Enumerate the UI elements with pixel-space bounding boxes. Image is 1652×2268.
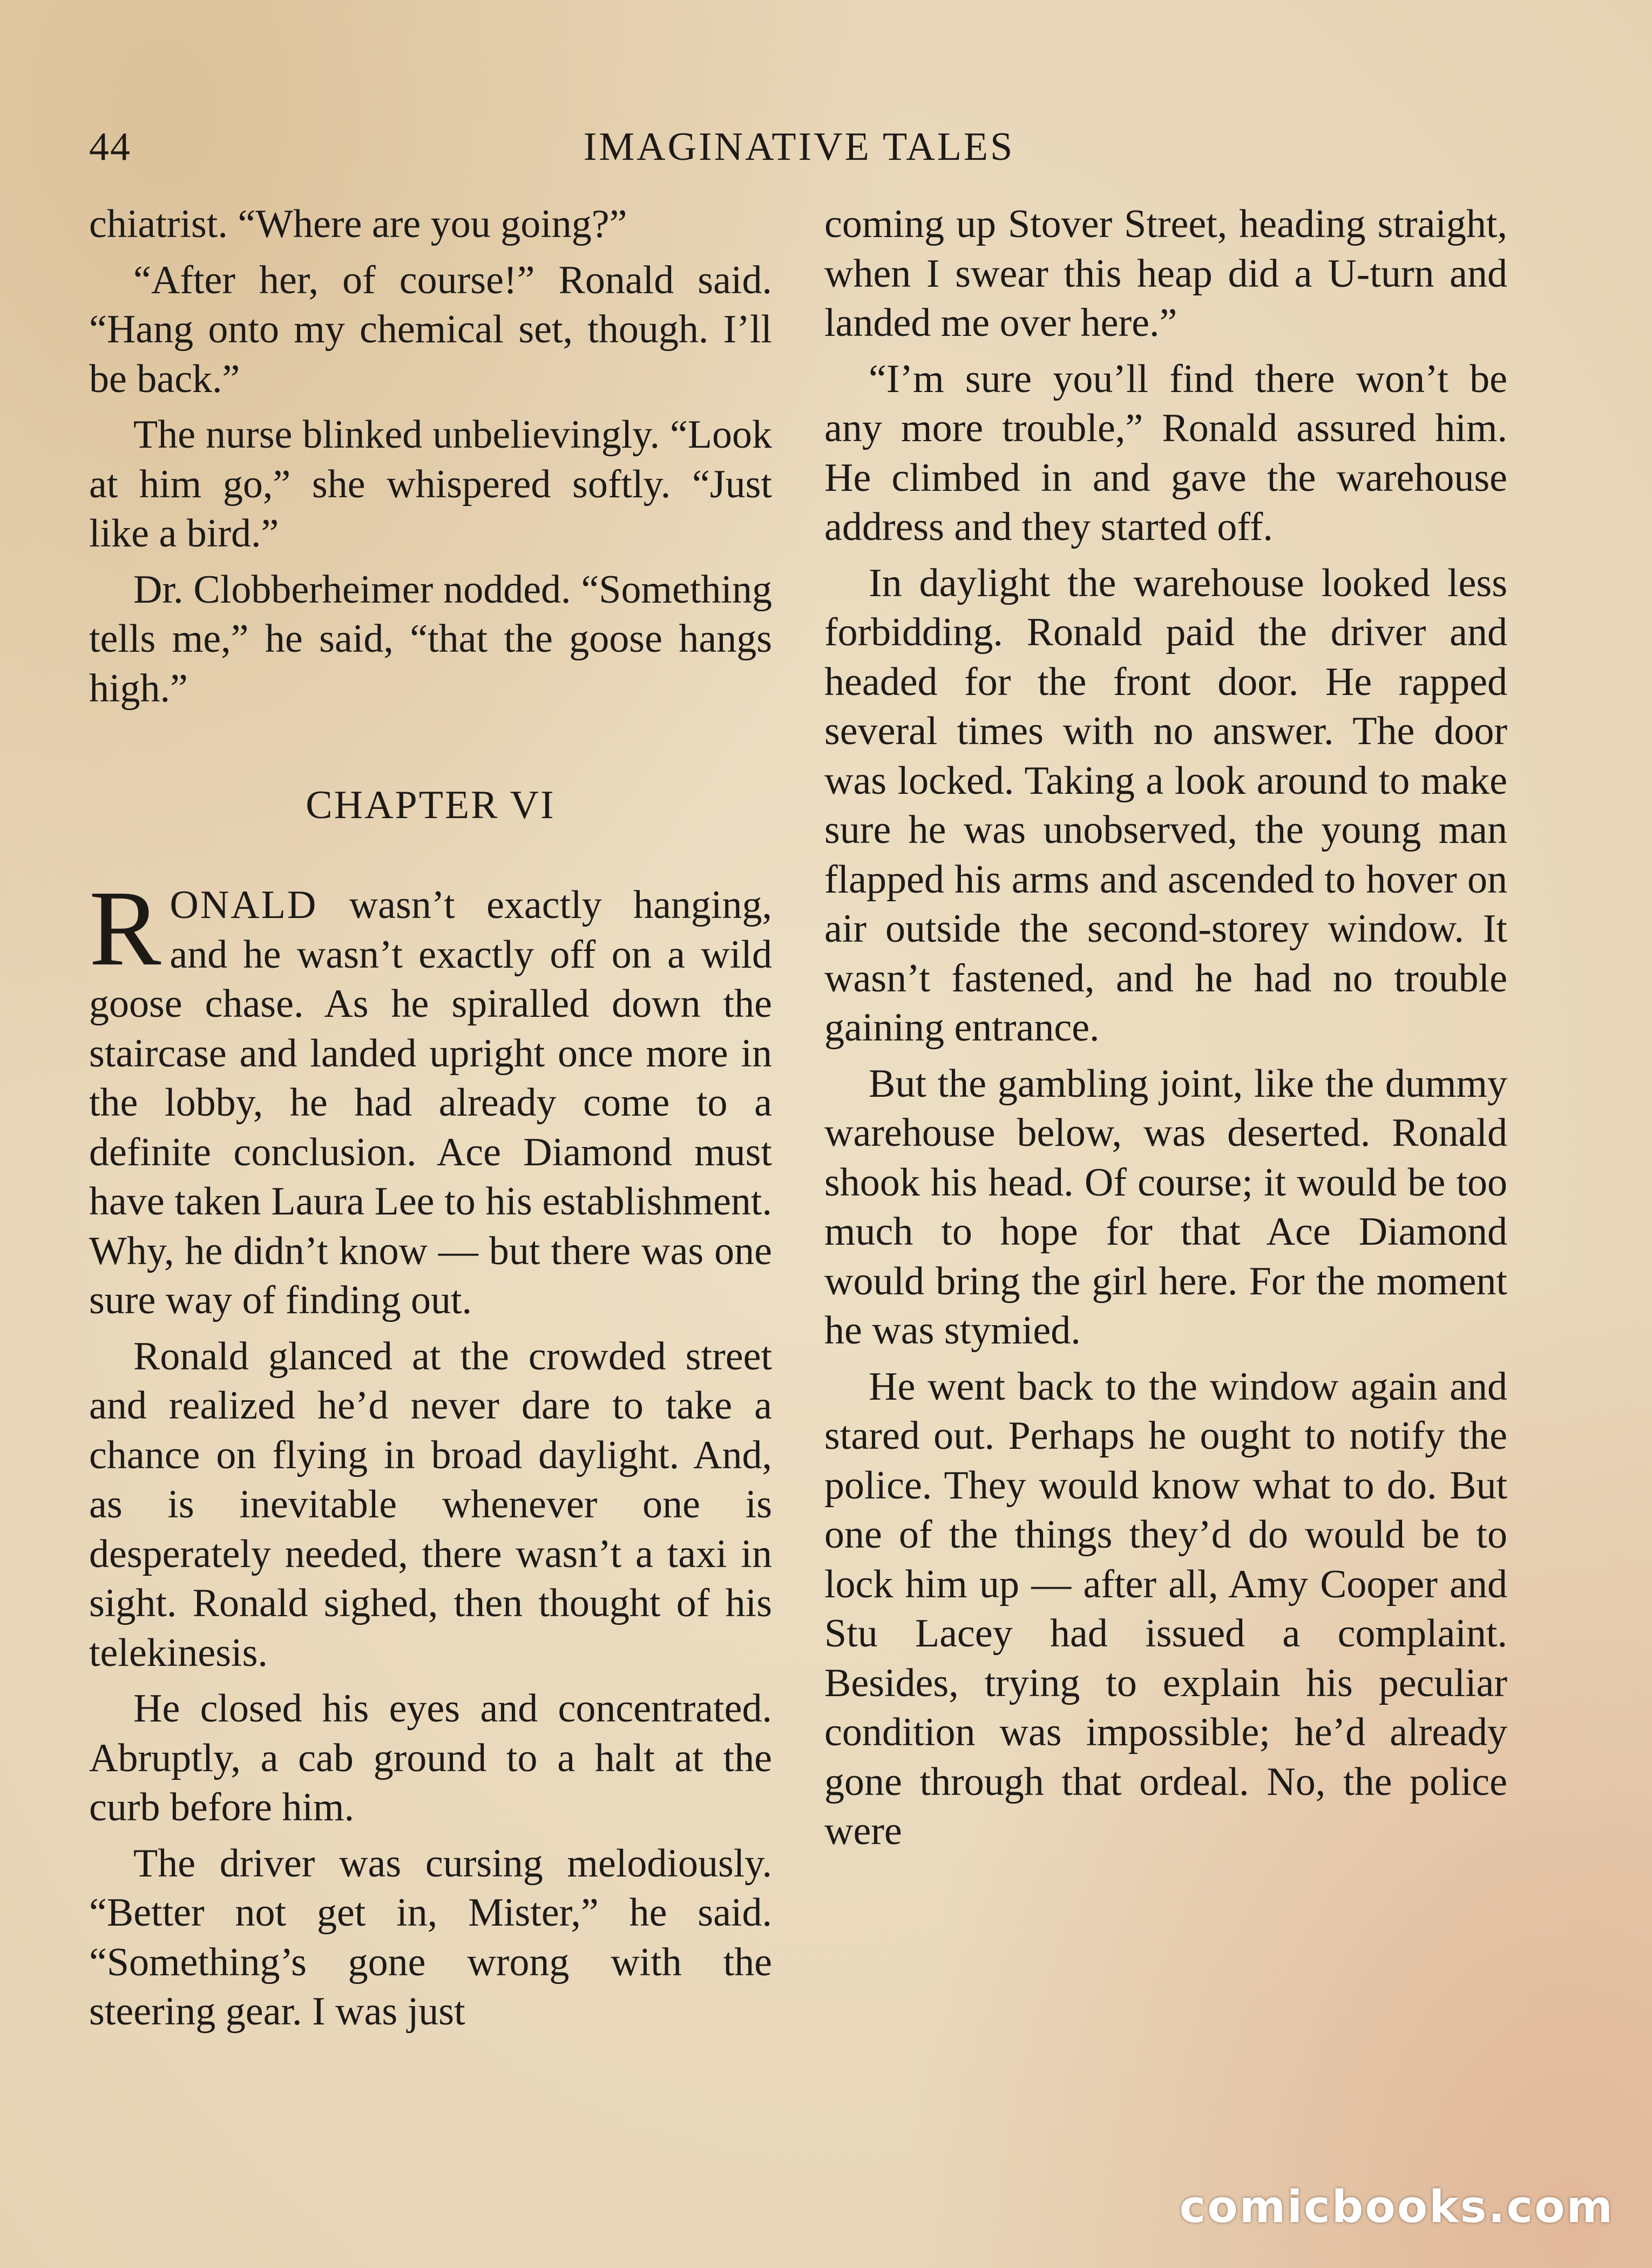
drop-cap: R [89, 869, 161, 988]
paragraph: But the gambling joint, like the dummy warehouse below, was deserted. Ronald shook his head. Of course; it would be too much to hope for that Ace Diamond would bring the girl here. For the moment he was stymied. [824, 1061, 1507, 1353]
left-column [89, 200, 772, 2043]
right-column [824, 200, 1507, 1863]
paragraph: In daylight the warehouse looked less forbidding. Ronald paid the driver and headed for the front door. He rapped several times with no answer. The door was locked. Taking a look around to make sure he was unobserved, the young man flapped his arms and ascended to hover on air outside the second-storey window. It wasn’t fastened, and he had no trouble gaining entrance. [824, 561, 1507, 1050]
page-number: 44 [89, 125, 131, 169]
paragraph: The driver was cursing melodiously. “Better not get in, Mister,” he said. “Something’s gone wrong with the steering gear. I was just [89, 1841, 772, 2034]
paragraph: He closed his eyes and concentrated. Abruptly, a cab ground to a halt at the curb before him. [89, 1686, 772, 1830]
watermark: comicbooks.com [1179, 2182, 1614, 2233]
paragraph: chiatrist. “Where are you going?” [89, 202, 627, 246]
running-title: IMAGINATIVE TALES [583, 125, 1015, 169]
paragraph: The nurse blinked unbelievingly. “Look at him go,” she whispered softly. “Just like a bird.” [89, 413, 772, 556]
opening-caps: ONALD [170, 883, 318, 927]
opening-paragraph [89, 869, 772, 1326]
paragraph: He went back to the window again and stared out. Perhaps he ought to notify the police. They would know what to do. But one of the things they’d do would be to lock him up — after all, Amy Cooper and Stu Lacey had issued a complaint. Besides, trying to explain his peculiar condition was impossible; he’d already gone through that ordeal. No, the police were [824, 1364, 1507, 1853]
paragraph: Dr. Clobberheimer nodded. “Something tells me,” he said, “that the goose hangs high.” [89, 567, 772, 711]
paragraph: Ronald glanced at the crowded street and realized he’d never dare to take a chance on flying in broad daylight. And, as is inevitable whenever one is desperately needed, there wasn’t a taxi in sight. Ronald sighed, then thought of his telekinesis. [89, 1334, 772, 1675]
page-header [89, 116, 1509, 176]
opening-text: wasn’t exactly hanging, and he wasn’t exactly off on a wild goose chase. As he spiralled down the staircase and landed upright once more in the lobby, he had already come to a definite conclusion. Ace Diamond must have taken Laura Lee to his establishment. Why, he didn’t know — but there was one sure way of finding out. [89, 883, 772, 1322]
paragraph: coming up Stover Street, heading straight, when I swear this heap did a U-turn and landed me over here.” [824, 202, 1507, 345]
paragraph: “After her, of course!” Ronald said. “Hang onto my chemical set, though. I’ll be back.” [89, 258, 772, 401]
chapter-heading: CHAPTER VI [306, 783, 556, 827]
paragraph: “I’m sure you’ll find there won’t be any more trouble,” Ronald assured him. He climbed in and gave the warehouse address and they started off. [824, 356, 1507, 549]
